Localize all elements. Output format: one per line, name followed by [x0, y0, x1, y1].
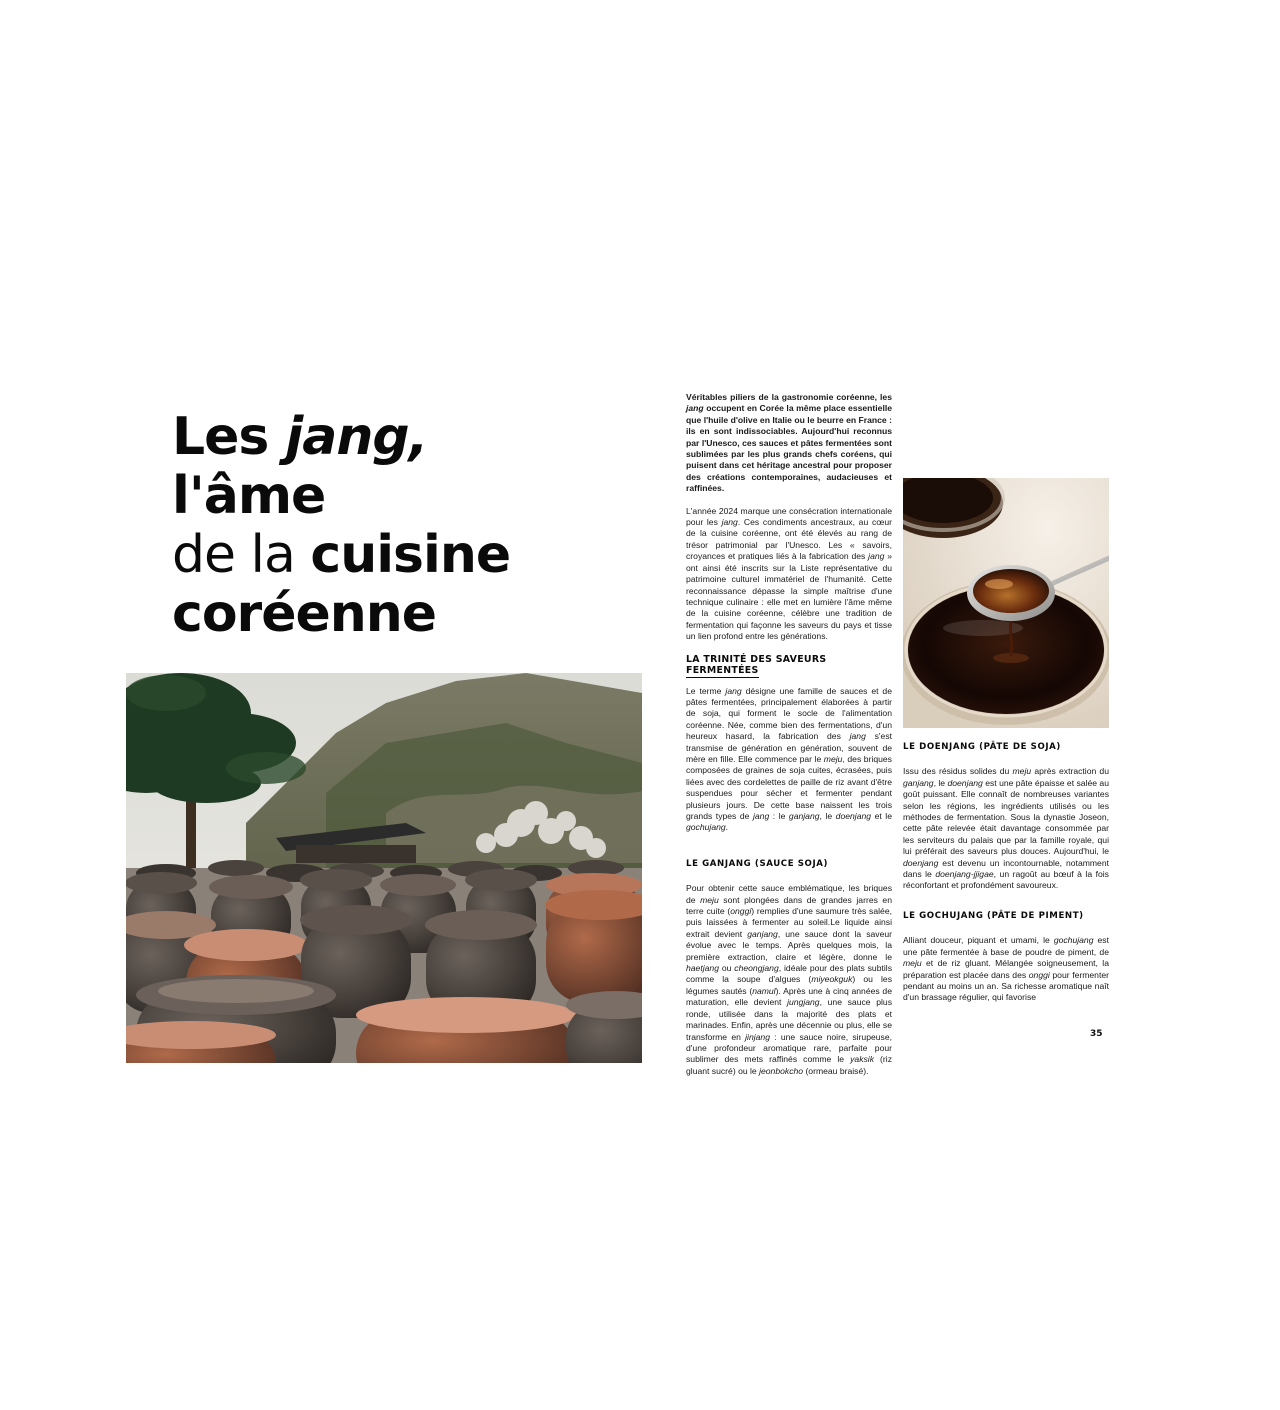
title-line-3: de la cuisine — [172, 525, 511, 585]
soy-sauce-illustration — [903, 478, 1109, 728]
doenjang-paragraph: Issu des résidus solides du meju après extraction du ganjang, le doenjang est une pâte épaisse et salée au goût puissant. Elle connaît de nombreuses variantes selon les régions, les ingrédients utilisés ou les méthodes de fermentation. Sous la dynastie Joseon, cette pâte relevée était davantage consommée par les serviteurs du palais que par la famille royale, qui lui préférait des saveurs plus douces. Aujourd'hui, le doenjang est devenu un incontournable, notamment dans le doenjang-jjigae, un ragoût au bœuf à la fois réconfortant et profondément savoureux. — [903, 766, 1109, 891]
subheading-doenjang: LE DOENJANG (PÂTE DE SOJA) — [903, 742, 1061, 752]
subheading-gochujang: LE GOCHUJANG (PÂTE DE PIMENT) — [903, 910, 1084, 921]
lead-paragraph: Véritables piliers de la gastronomie coréenne, les jang occupent en Corée la même place essentielle que l'huile d'olive en Italie ou le beurre en France : ils en sont indissociables. Aujourd'hui reconnus par l'Unesco, ces sauces et pâtes fermentées sont sublimées par les plus grands chefs coréens, qui puisent dans cet héritage ancestral pour proposer des créations contemporaines, audacieuses et raffinées. — [686, 392, 892, 494]
onggi-jars-illustration — [126, 673, 642, 1063]
title-line-1: Les jang, — [172, 407, 428, 467]
gochujang-paragraph: Alliant douceur, piquant et umami, le gochujang est une pâte fermentée à base de poudre de piment, de meju et de riz gluant. Mélangée soigneusement, la préparation est placée dans des onggi pour fermenter pendant au moins un an. Sa richesse aromatique naît d'un brassage régulier, qui favorise — [903, 935, 1109, 1003]
trinite-paragraph: Le terme jang désigne une famille de sauces et de pâtes fermentées, principalement élaborées à partir de soja, qui forment le socle de l'alimentation coréenne. Née, comme bien des fermentations, d'un heureux hasard, la fabrication des jang s'est transmise de génération en génération, souvent de mère en fille. Elle commence par le meju, des briques composées de graines de soja cuites, écrasées, puis liées avec des cordelettes de paille de riz avant d'être suspendues pour sécher et fermenter pendant plusieurs jours. De cette base naissent les trois grands types de jang : le ganjang, le doenjang et le gochujang. — [686, 685, 892, 833]
onggi-jars-photo — [126, 673, 642, 1063]
section-heading-trinite: LA TRINITÉ DES SAVEURS FERMENTÉES — [686, 653, 827, 676]
text-column-right — [903, 392, 1109, 1015]
article-title — [172, 408, 632, 644]
ganjang-continuation-space — [903, 392, 1109, 474]
title-jang: jang, — [285, 407, 428, 467]
title-line-2: l'âme — [172, 466, 326, 526]
soy-sauce-spoon-photo — [903, 478, 1109, 728]
page-number: 35 — [1090, 1029, 1103, 1039]
spacer — [686, 845, 892, 859]
title-line-4: coréenne — [172, 584, 437, 644]
subheading-ganjang: LE GANJANG (SAUCE SOJA) — [686, 858, 829, 869]
text-column-left — [686, 392, 892, 1088]
intro-paragraph: L'année 2024 marque une consécration internationale pour les jang. Ces condiments ancestraux, au cœur de la cuisine coréenne, ont été élevés au rang de trésor patrimonial par l'Unesco. Les « savoirs, croyances et pratiques liés à la fabrication des jang » ont ainsi été inscrits sur la Liste représentative du patrimoine culturel immatériel de l'humanité. Cette reconnaissance dépasse la simple maîtrise d'une technique culinaire : elle met en lumière l'âme même de la cuisine coréenne, célèbre une tradition de fermentation qui façonne les saveurs du pays et tisse un lien profond entre les générations. — [686, 505, 893, 642]
spacer — [903, 903, 1109, 911]
ganjang-paragraph: Pour obtenir cette sauce emblématique, les briques de meju sont plongées dans de grandes jarres en terre cuite (onggi) remplies d'une saumure très salée, puis laissées à fermenter au soleil.Le liquide ainsi extrait devient ganjang, une sauce dont la saveur évolue avec le temps. Après quelques mois, la première extraction, claire et légère, donne le haetjang ou cheongjang, idéale pour des plats subtils comme la soupe d'algues (miyeokguk) ou les légumes sautés (namul). Après une à cinq années de maturation, elle devient jungjang, une sauce plus ronde, utilisée dans la majorité des plats et marinades. Enfin, après une décennie ou plus, elle se transforme en jinjang : une sauce noire, sirupeuse, d'une profondeur aromatique rare, parfaite pour sublimer des mets raffinés comme le yaksik (riz gluant sucré) ou le jeonbokcho (ormeau braisé). — [686, 883, 893, 1076]
